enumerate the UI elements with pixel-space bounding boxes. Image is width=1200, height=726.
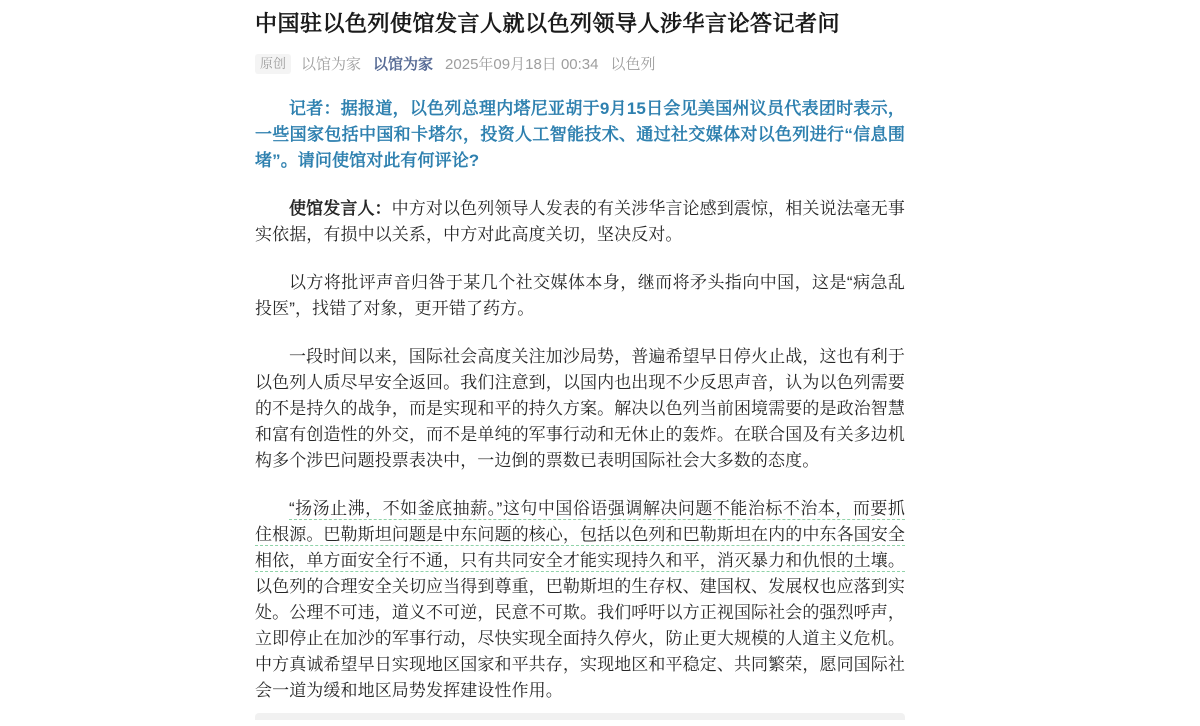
publish-datetime: 2025年09月18日 00:34 <box>445 56 599 73</box>
article-meta <box>255 53 905 74</box>
paragraph-spokesperson-answer <box>255 196 905 248</box>
account-link[interactable]: 以馆为家 <box>373 56 434 73</box>
publish-location: 以色列 <box>610 56 656 73</box>
spokesperson-answer-text: 中方对以色列领导人发表的有关涉华言论感到震惊，相关说法毫无事实依据，有损中以关系，中方对此高度关切，坚决反对。 <box>255 199 905 244</box>
proverb-underlined-text: “扬汤止沸，不如釜底抽薪。”这句中国俗语强调解决问题不能治标不治本，而要抓住根源。巴勒斯坦问题是中东问题的核心，包括以色列和巴勒斯坦在内的中东各国安全相依，单方面安全行不通，只有共同安全才能实现持久和平，消灭暴力和仇恨的土壤。 <box>255 499 905 570</box>
spokesperson-label: 使馆发言人： <box>289 199 392 218</box>
paragraph-criticism: 以方将批评声音归咎于某几个社交媒体本身，继而将矛头指向中国，这是“病急乱投医”，找错了对象，更开错了药方。 <box>255 273 905 318</box>
article-body <box>255 96 905 704</box>
author-name: 以馆为家 <box>301 56 362 73</box>
next-section-preview <box>255 713 905 720</box>
article-title: 中国驻以色列使馆发言人就以色列领导人涉华言论答记者问 <box>255 11 841 36</box>
paragraph-gaza-situation: 一段时间以来，国际社会高度关注加沙局势，普遍希望早日停火止战，这也有利于以色列人质尽早安全返回。我们注意到，以国内也出现不少反思声音，认为以色列需要的不是持久的战争，而是实现和平的持久方案。解决以色列当前困境需要的是政治智慧和富有创造性的外交，而不是单纯的军事行动和无休止的轰炸。在联合国及有关多边机构多个涉巴问题投票表决中，一边倒的票数已表明国际社会大多数的态度。 <box>255 347 905 470</box>
conclusion-rest-text: 以色列的合理安全关切应当得到尊重，巴勒斯坦的生存权、建国权、发展权也应落到实处。公理不可违，道义不可逆，民意不可欺。我们呼吁以方正视国际社会的强烈呼声，立即停止在加沙的军事行动，尽快实现全面持久停火，防止更大规模的人道主义危机。中方真诚希望早日实现地区国家和平共存，实现地区和平稳定、共同繁荣，愿同国际社会一道为缓和地区局势发挥建设性作用。 <box>255 577 905 700</box>
original-badge: 原创 <box>255 54 291 74</box>
paragraph-reporter-question: 记者：据报道，以色列总理内塔尼亚胡于9月15日会见美国州议员代表团时表示，一些国家包括中国和卡塔尔，投资人工智能技术、通过社交媒体对以色列进行“信息围堵”。请问使馆对此有何评论? <box>255 99 905 170</box>
article-content <box>255 0 905 726</box>
paragraph-conclusion <box>255 496 905 704</box>
